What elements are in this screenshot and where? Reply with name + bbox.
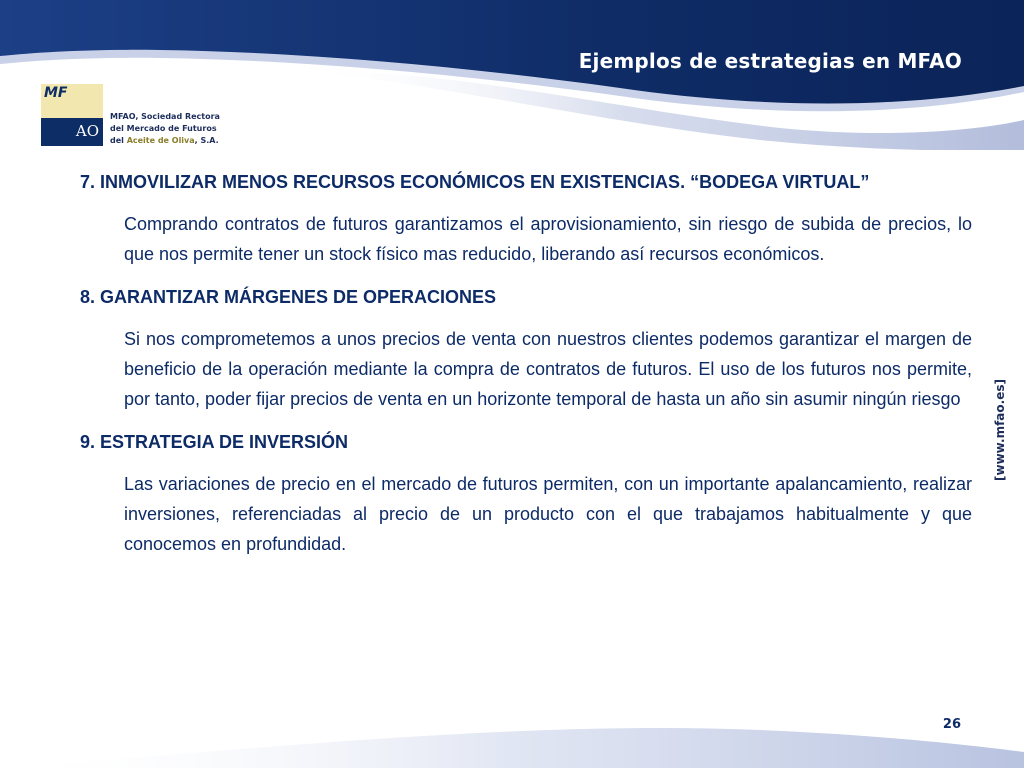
- page-number: 26: [942, 717, 961, 732]
- company-line-1: MFAO, Sociedad Rectora: [110, 112, 220, 121]
- company-name: [110, 111, 220, 147]
- section-9-heading: 9. ESTRATEGIA DE INVERSIÓN: [80, 432, 349, 452]
- company-line-3-highlight: Aceite de Oliva: [126, 136, 195, 145]
- mfao-logo: [41, 84, 103, 146]
- logo-mark-bottom: AO: [75, 122, 99, 140]
- company-line-3-prefix: del: [110, 136, 127, 145]
- company-line-2: del Mercado de Futuros: [110, 124, 217, 133]
- logo-top-panel: [41, 84, 103, 118]
- website-link[interactable]: [www.mfao.es]: [993, 379, 1007, 481]
- section-7-body: Comprando contratos de futuros garantizamos el aprovisionamiento, sin riesgo de subida de precios, lo que nos permite tener un stock físico mas reducido, liberando así recursos económicos.: [124, 214, 972, 264]
- content-area: [80, 167, 972, 572]
- company-line-3: [110, 135, 220, 147]
- section-7-heading: 7. INMOVILIZAR MENOS RECURSOS ECONÓMICOS EN EXISTENCIAS. “BODEGA VIRTUAL”: [80, 172, 870, 192]
- section-9-body: Las variaciones de precio en el mercado de futuros permiten, con un importante apalancamiento, realizar inversiones, referenciadas al precio de un producto con el que trabajamos habitualmente y que conocemos en profundidad.: [124, 474, 972, 554]
- section-8-body: Si nos comprometemos a unos precios de venta con nuestros clientes podemos garantizar el margen de beneficio de la operación mediante la compra de contratos de futuros. El uso de los futuros nos permite, por tanto, poder fijar precios de venta en un horizonte temporal de hasta un año sin asumir ningún riesgo: [124, 329, 972, 409]
- company-line-3-suffix: , S.A.: [194, 136, 219, 145]
- footer-wave-decoration: [0, 690, 1024, 768]
- section-8-heading: 8. GARANTIZAR MÁRGENES DE OPERACIONES: [80, 287, 497, 307]
- slide-title: Ejemplos de estrategias en MFAO: [578, 49, 962, 73]
- logo-mark-top: MF: [44, 85, 68, 101]
